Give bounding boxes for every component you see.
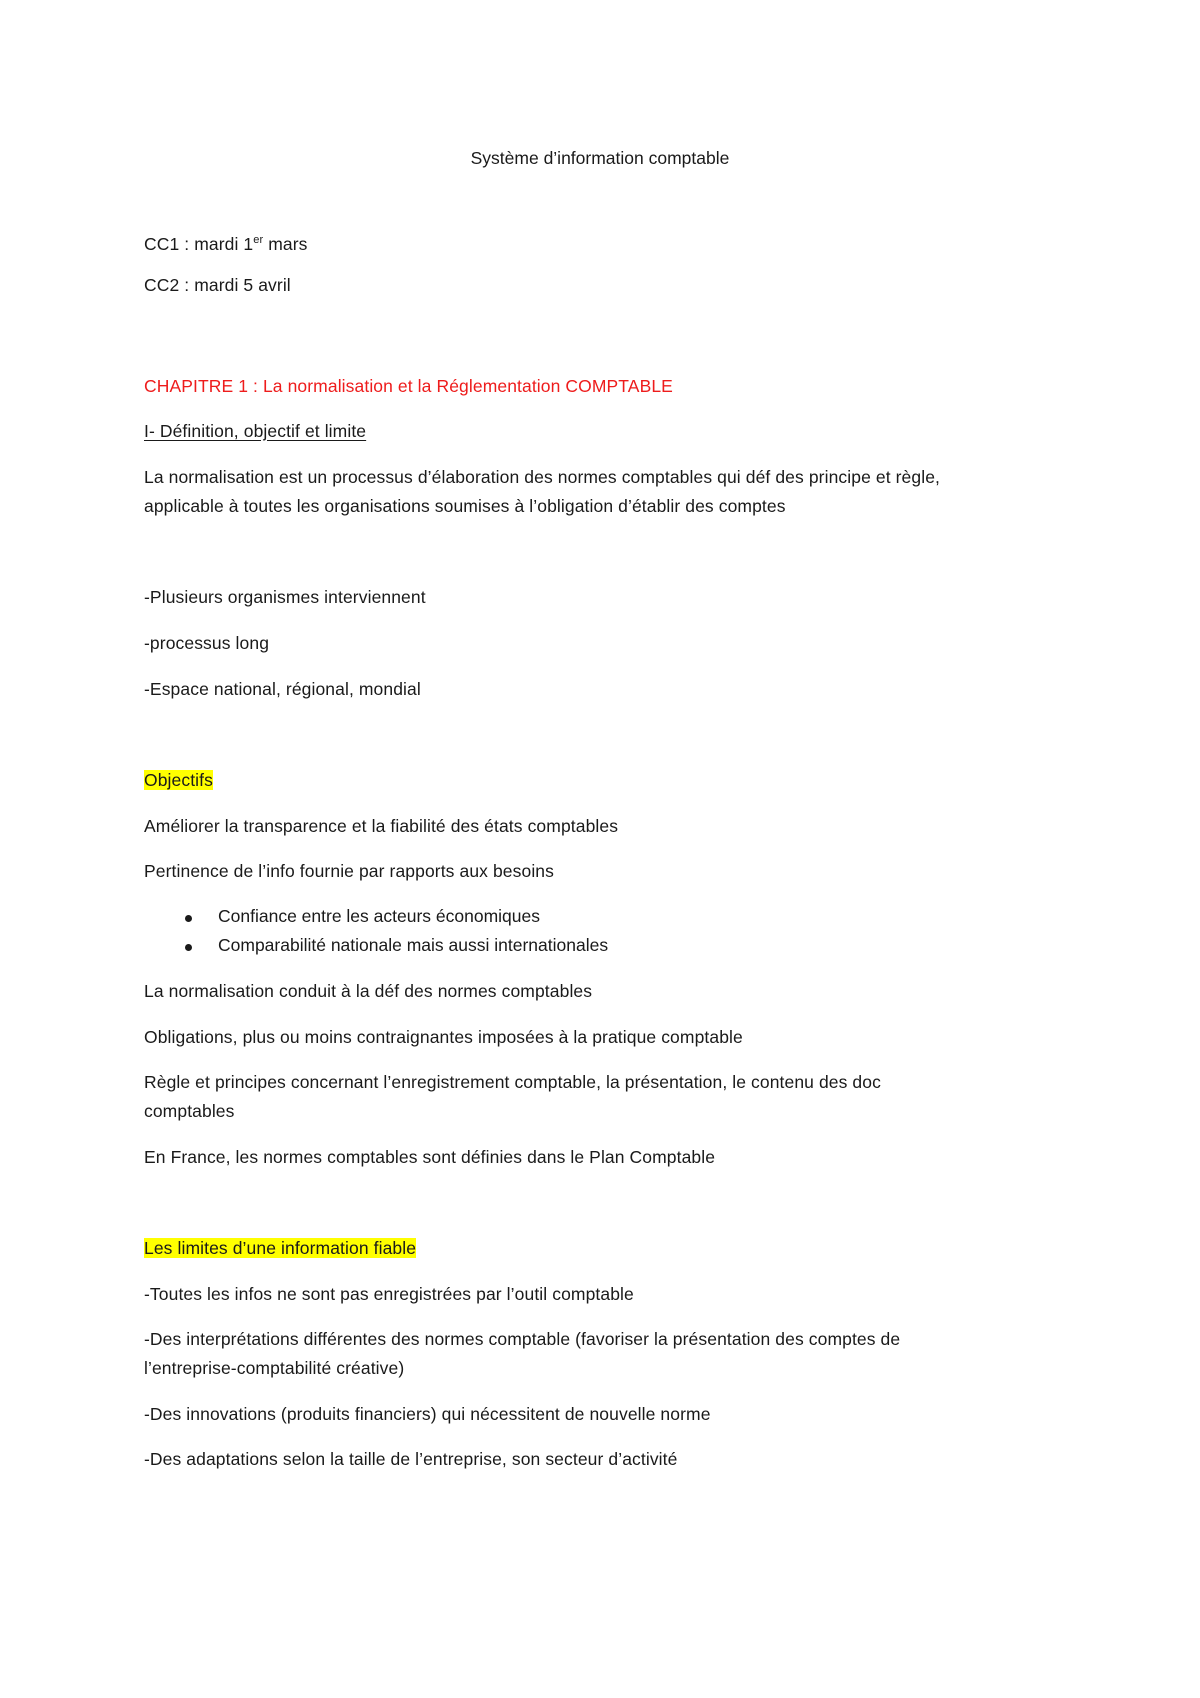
norm-line-3a: Règle et principes concernant l’enregistrement comptable, la présentation, le contenu des doc bbox=[144, 1072, 881, 1092]
cc1-prefix: CC1 : mardi 1 bbox=[144, 233, 254, 254]
bullet-dot-icon bbox=[185, 944, 192, 951]
chapter-title: CHAPITRE 1 : La normalisation et la Réglementation COMPTABLE bbox=[144, 376, 673, 396]
norm-line-3b: comptables bbox=[144, 1101, 235, 1121]
limits-heading: Les limites d’une information fiable bbox=[144, 1238, 417, 1258]
limits-item: -Des innovations (produits financiers) qui nécessitent de nouvelle norme bbox=[144, 1404, 711, 1424]
dash-item: -processus long bbox=[144, 633, 270, 653]
norm-line-4: En France, les normes comptables sont définies dans le Plan Comptable bbox=[144, 1147, 716, 1167]
limits-item-continuation: l’entreprise-comptabilité créative) bbox=[144, 1358, 405, 1378]
section-heading: I- Définition, objectif et limite bbox=[144, 421, 367, 441]
limits-item: -Des adaptations selon la taille de l’entreprise, son secteur d’activité bbox=[144, 1449, 678, 1469]
document-title: Système d’information comptable bbox=[470, 148, 730, 168]
bullet-dot-icon bbox=[185, 915, 192, 922]
objectives-heading: Objectifs bbox=[144, 770, 213, 790]
dash-item: -Plusieurs organismes interviennent bbox=[144, 587, 426, 607]
cc1-suffix: mars bbox=[263, 233, 308, 254]
limits-heading-line bbox=[144, 1234, 416, 1263]
cc1-superscript: er bbox=[253, 234, 264, 246]
norm-line-1: La normalisation conduit à la déf des normes comptables bbox=[144, 981, 593, 1001]
definition-line-1: La normalisation est un processus d’élaboration des normes comptables qui déf des principe et règle, bbox=[144, 467, 941, 487]
dash-item: -Espace national, régional, mondial bbox=[144, 679, 421, 699]
objectives-heading-line bbox=[144, 766, 213, 795]
objectives-line-1: Améliorer la transparence et la fiabilité des états comptables bbox=[144, 816, 619, 836]
objective-bullet: Confiance entre les acteurs économiques bbox=[218, 906, 540, 926]
objectives-line-2: Pertinence de l’info fournie par rapports aux besoins bbox=[144, 861, 554, 881]
limits-item: -Des interprétations différentes des normes comptable (favoriser la présentation des comptes de bbox=[144, 1329, 901, 1349]
cc2-line: CC2 : mardi 5 avril bbox=[144, 275, 291, 295]
cc1-line bbox=[144, 226, 307, 259]
limits-item: -Toutes les infos ne sont pas enregistrées par l’outil comptable bbox=[144, 1284, 634, 1304]
definition-line-2: applicable à toutes les organisations soumises à l’obligation d’établir des comptes bbox=[144, 496, 786, 516]
objective-bullet: Comparabilité nationale mais aussi internationales bbox=[218, 935, 609, 955]
norm-line-2: Obligations, plus ou moins contraignantes imposées à la pratique comptable bbox=[144, 1027, 743, 1047]
